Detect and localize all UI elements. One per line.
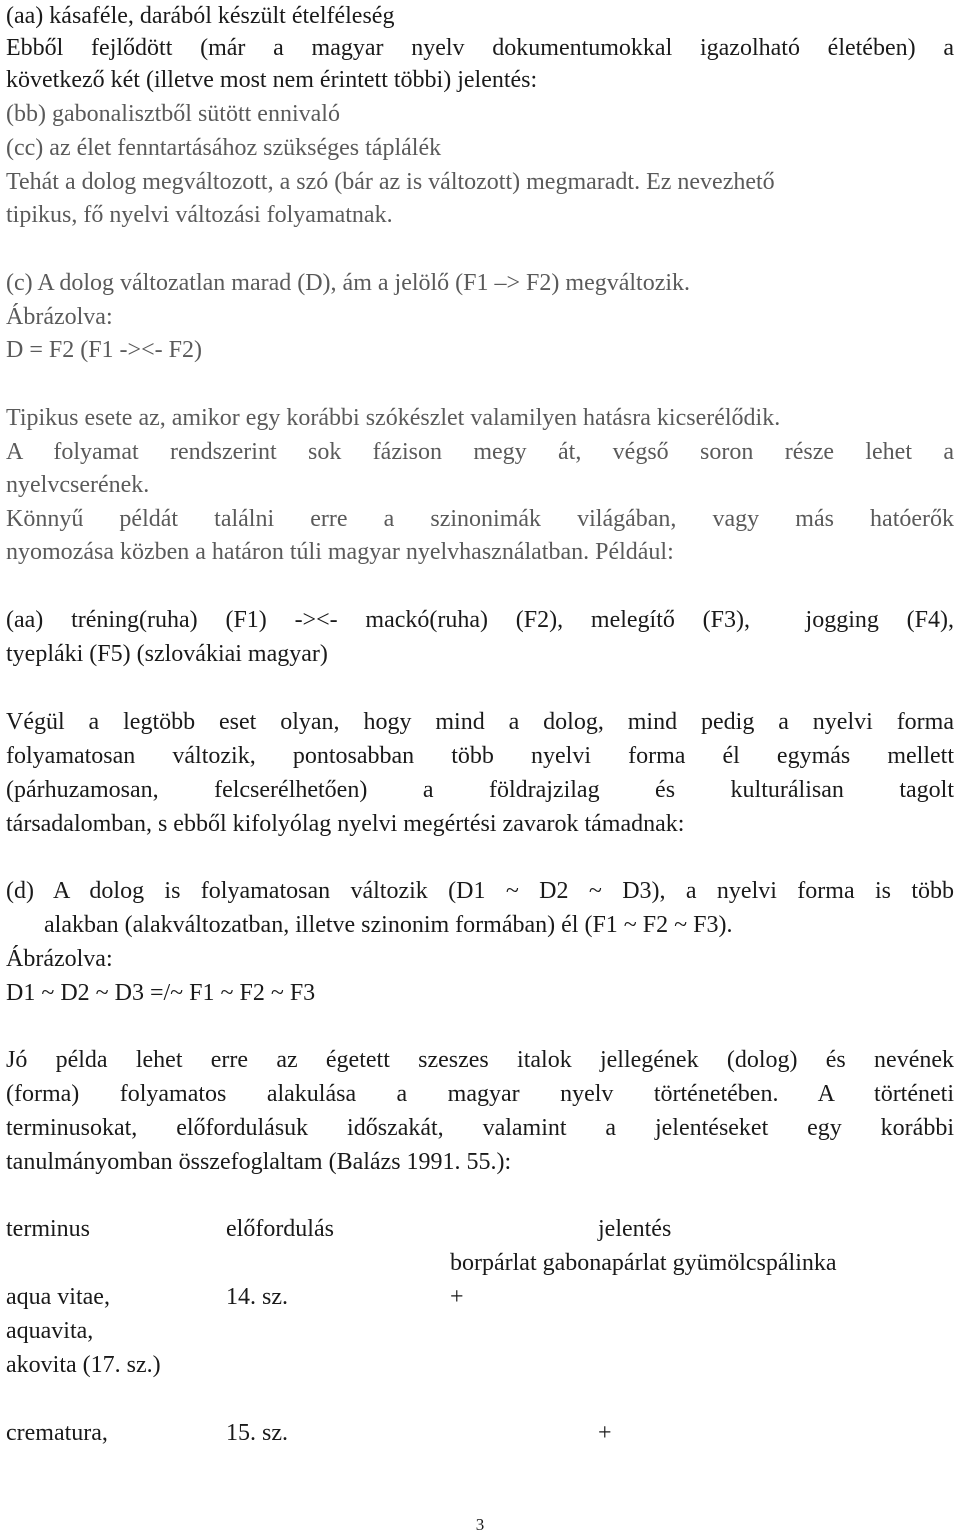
table-cell-term: aquavita, <box>6 1318 94 1344</box>
text-line: következő két (illetve most nem érintett többi) jelentés: <box>6 67 538 93</box>
table-cell-term: crematura, <box>6 1420 108 1446</box>
table-cell-term: akovita (17. sz.) <box>6 1352 161 1378</box>
text-line: tipikus, fő nyelvi változási folyamatnak. <box>6 202 393 228</box>
text-line: (d) A dolog is folyamatosan változik (D1 ~ D2 ~ D3), a nyelvi forma is több <box>6 878 954 904</box>
text-line: Könnyű példát találni erre a szinonimák világában, vagy más hatóerők <box>6 506 954 532</box>
table-cell-occurrence: 14. sz. <box>226 1284 288 1310</box>
column-header-occurrence: előfordulás <box>226 1216 334 1242</box>
text-line: nyomozása közben a határon túli magyar nyelvhasználatban. Például: <box>6 539 674 565</box>
formula-line: D = F2 (F1 -><- F2) <box>6 337 202 363</box>
table-cell-mark: + <box>598 1420 612 1446</box>
formula-line: D1 ~ D2 ~ D3 =/~ F1 ~ F2 ~ F3 <box>6 980 316 1006</box>
text-line: Tipikus esete az, amikor egy korábbi szókészlet valamilyen hatásra kicserélődik. <box>6 405 781 431</box>
text-line: folyamatosan változik, pontosabban több nyelvi forma él egymás mellett <box>6 743 954 769</box>
text-line: (forma) folyamatos alakulása a magyar nyelv történetében. A történeti <box>6 1081 954 1107</box>
text-line: Tehát a dolog megváltozott, a szó (bár az is változott) megmaradt. Ez nevezhető <box>6 169 775 195</box>
table-cell-term: aqua vitae, <box>6 1284 110 1310</box>
text-line: Ábrázolva: <box>6 946 113 972</box>
table-cell-mark: + <box>450 1284 464 1310</box>
text-line: nyelvcserének. <box>6 472 150 498</box>
text-line: (aa) kásaféle, darából készült ételféleség <box>6 3 395 29</box>
page-number: 3 <box>475 1515 485 1534</box>
text-line: (cc) az élet fenntartásához szükséges táplálék <box>6 135 442 161</box>
table-cell-occurrence: 15. sz. <box>226 1420 288 1446</box>
text-line: (c) A dolog változatlan marad (D), ám a jelölő (F1 –> F2) megváltozik. <box>6 270 691 296</box>
column-header-meaning: jelentés <box>598 1216 672 1242</box>
text-line: (aa) tréning(ruha) (F1) -><- mackó(ruha) (F2), melegítő (F3), jogging (F4), <box>6 607 954 633</box>
text-line: tyepláki (F5) (szlovákiai magyar) <box>6 641 328 667</box>
text-line: Ábrázolva: <box>6 304 113 330</box>
text-line: terminusokat, előfordulásuk időszakát, valamint a jelentéseket egy korábbi <box>6 1115 954 1141</box>
text-line: tanulmányomban összefoglaltam (Balázs 1991. 55.): <box>6 1149 512 1175</box>
text-line: alakban (alakváltozatban, illetve szinonim formában) él (F1 ~ F2 ~ F3). <box>44 912 733 938</box>
text-line: A folyamat rendszerint sok fázison megy át, végső soron része lehet a <box>6 439 954 465</box>
text-line: társadalomban, s ebből kifolyólag nyelvi megértési zavarok támadnak: <box>6 811 685 837</box>
meaning-subheaders: borpárlat gabonapárlat gyümölcspálinka <box>450 1250 837 1276</box>
column-header-terminus: terminus <box>6 1216 90 1242</box>
text-line: (párhuzamosan, felcserélhetően) a földrajzilag és kulturálisan tagolt <box>6 777 954 803</box>
text-line: (bb) gabonalisztből sütött ennivaló <box>6 101 340 127</box>
text-line: Jó példa lehet erre az égetett szeszes italok jellegének (dolog) és nevének <box>6 1047 954 1073</box>
text-line: Végül a legtöbb eset olyan, hogy mind a dolog, mind pedig a nyelvi forma <box>6 709 954 735</box>
text-line: Ebből fejlődött (már a magyar nyelv dokumentumokkal igazolható életében) a <box>6 35 954 61</box>
